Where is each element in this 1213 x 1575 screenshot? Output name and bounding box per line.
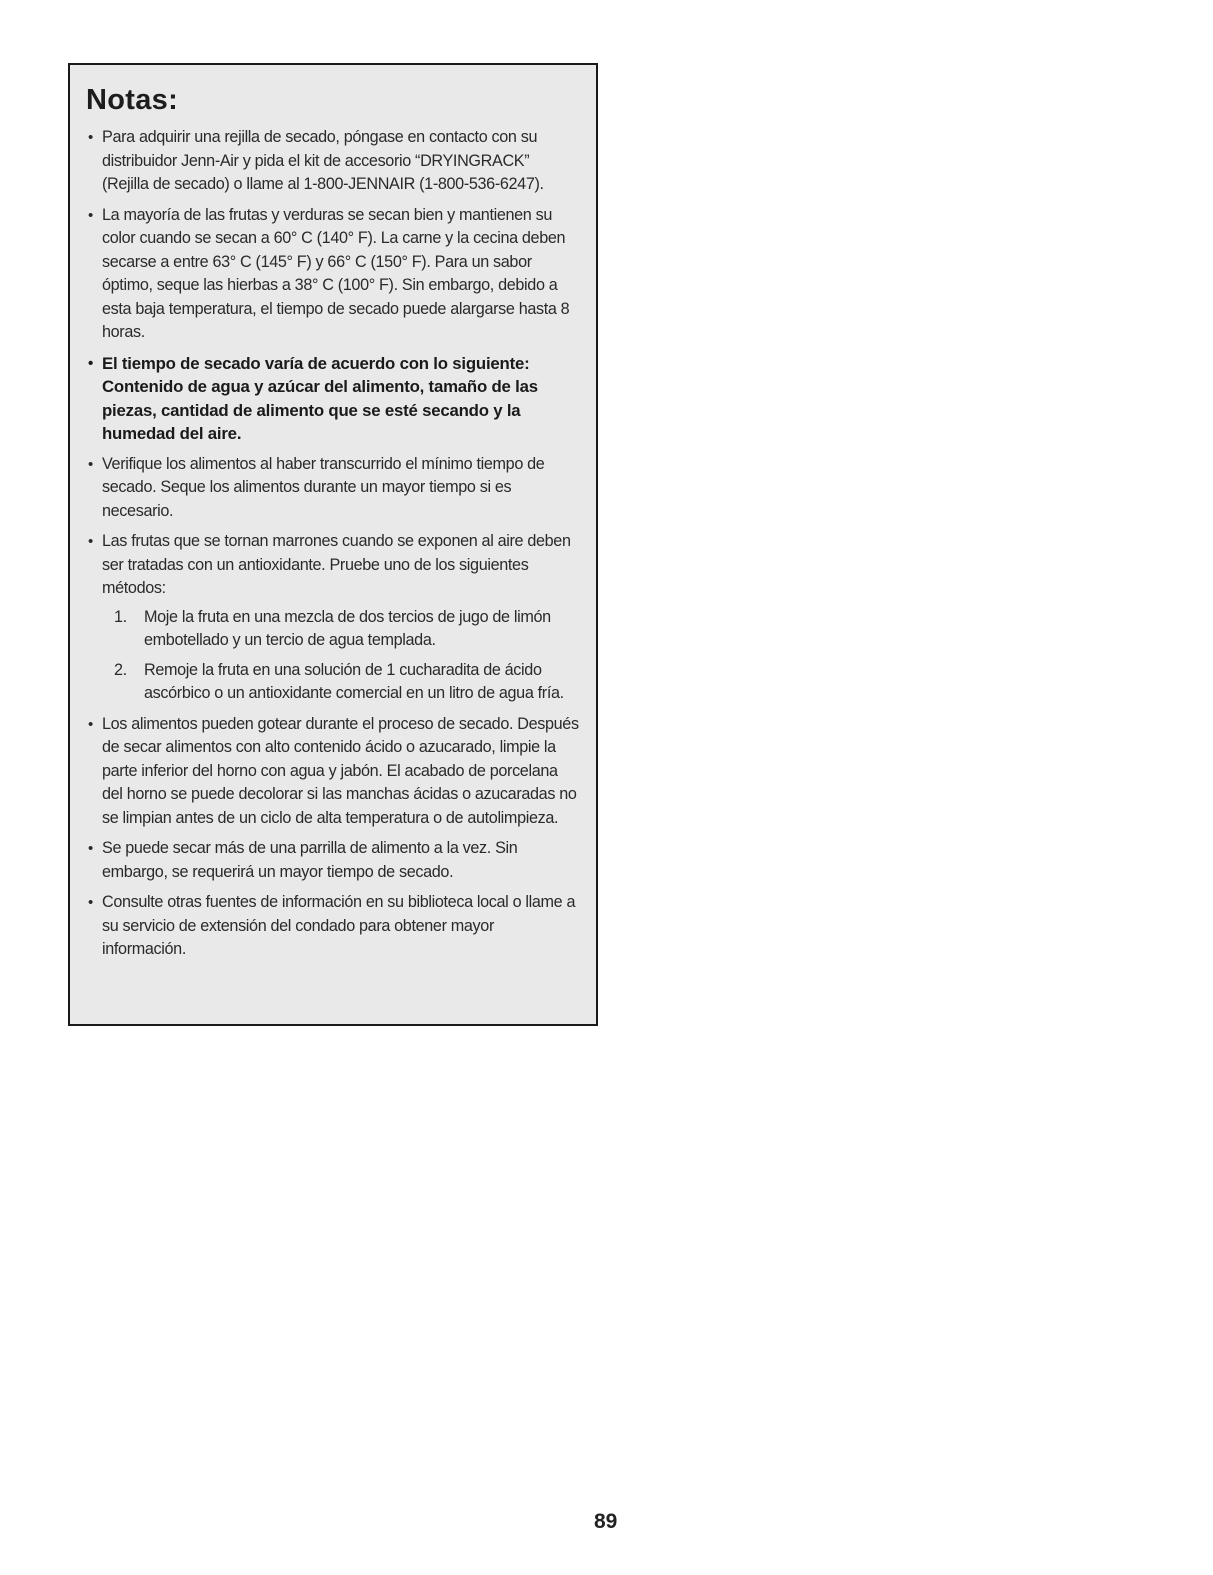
- note-item-drying-rack: [86, 126, 580, 197]
- note-item-temperatures: [86, 204, 580, 345]
- note-text: Las frutas que se tornan marrones cuando se exponen al aire deben ser tratadas con un antioxidante. Pruebe uno de los siguientes métodos:: [102, 532, 571, 597]
- step-text: Moje la fruta en una mezcla de dos tercios de jugo de limón embotellado y un tercio de agua templada.: [144, 607, 551, 649]
- note-text: La mayoría de las frutas y verduras se secan bien y mantienen su color cuando se secan a 60° C (140° F). La carne y la cecina deben secarse a entre 63° C (145° F) y 66° C (150° F). Para un sabor óptimo, seque las hierbas a 38° C (100° F). Sin embargo, debido a esta baja temperatura, el tiempo de secado puede alargarse hasta 8 horas.: [102, 205, 570, 341]
- notes-list: [86, 126, 580, 962]
- antioxidant-methods: [102, 606, 580, 706]
- page-number: 89: [594, 1510, 618, 1533]
- note-text: Consulte otras fuentes de información en su biblioteca local o llame a su servicio de extensión del condado para obtener mayor información.: [102, 893, 576, 958]
- note-text: Los alimentos pueden gotear durante el proceso de secado. Después de secar alimentos con alto contenido ácido o azucarado, limpie la parte inferior del horno con agua y jabón. El acabado de porcelana del horno se puede decolorar si las manchas ácidas o azucaradas no se limpian antes de un ciclo de alta temperatura o de autolimpieza.: [102, 714, 579, 827]
- note-item-antioxidant: [86, 530, 580, 706]
- bullet-icon: •: [88, 715, 93, 733]
- bullet-icon: •: [88, 129, 93, 146]
- step-number: 2.: [114, 660, 127, 679]
- bullet-icon: •: [88, 533, 93, 550]
- note-text: Para adquirir una rejilla de secado, póngase en contacto con su distribuidor Jenn-Air y pida el kit de accesorio “DRYINGRACK” (Rejilla de secado) o llame al 1-800-JENNAIR (1-800-536-6247).: [102, 128, 544, 193]
- note-item-multiple-racks: [86, 837, 580, 884]
- note-item-more-info: [86, 891, 580, 962]
- notes-box: [68, 63, 598, 1026]
- notes-title: Notas:: [86, 84, 179, 116]
- note-text: Verifique los alimentos al haber transcurrido el mínimo tiempo de secado. Seque los alimentos durante un mayor tiempo si es necesario.: [102, 454, 545, 520]
- step-text: Remoje la fruta en una solución de 1 cucharadita de ácido ascórbico o un antioxidante comercial en un litro de agua fría.: [144, 660, 564, 702]
- note-item-drying-time-factors: [86, 352, 580, 446]
- note-item-check-food: [86, 453, 580, 524]
- bullet-icon: •: [88, 894, 93, 911]
- bullet-icon: •: [88, 354, 94, 372]
- note-text: Se puede secar más de una parrilla de alimento a la vez. Sin embargo, se requerirá un mayor tiempo de secado.: [102, 839, 518, 881]
- bullet-icon: •: [88, 455, 93, 473]
- bullet-icon: •: [88, 206, 93, 224]
- bullet-icon: •: [88, 840, 93, 857]
- method-step-2: [114, 659, 580, 706]
- note-item-dripping: [86, 713, 580, 831]
- method-step-1: [114, 606, 580, 653]
- step-number: 1.: [114, 607, 127, 626]
- note-text: El tiempo de secado varía de acuerdo con lo siguiente: Contenido de agua y azúcar del alimento, tamaño de las piezas, cantidad de alimento que se esté secando y la humedad del aire.: [102, 353, 538, 443]
